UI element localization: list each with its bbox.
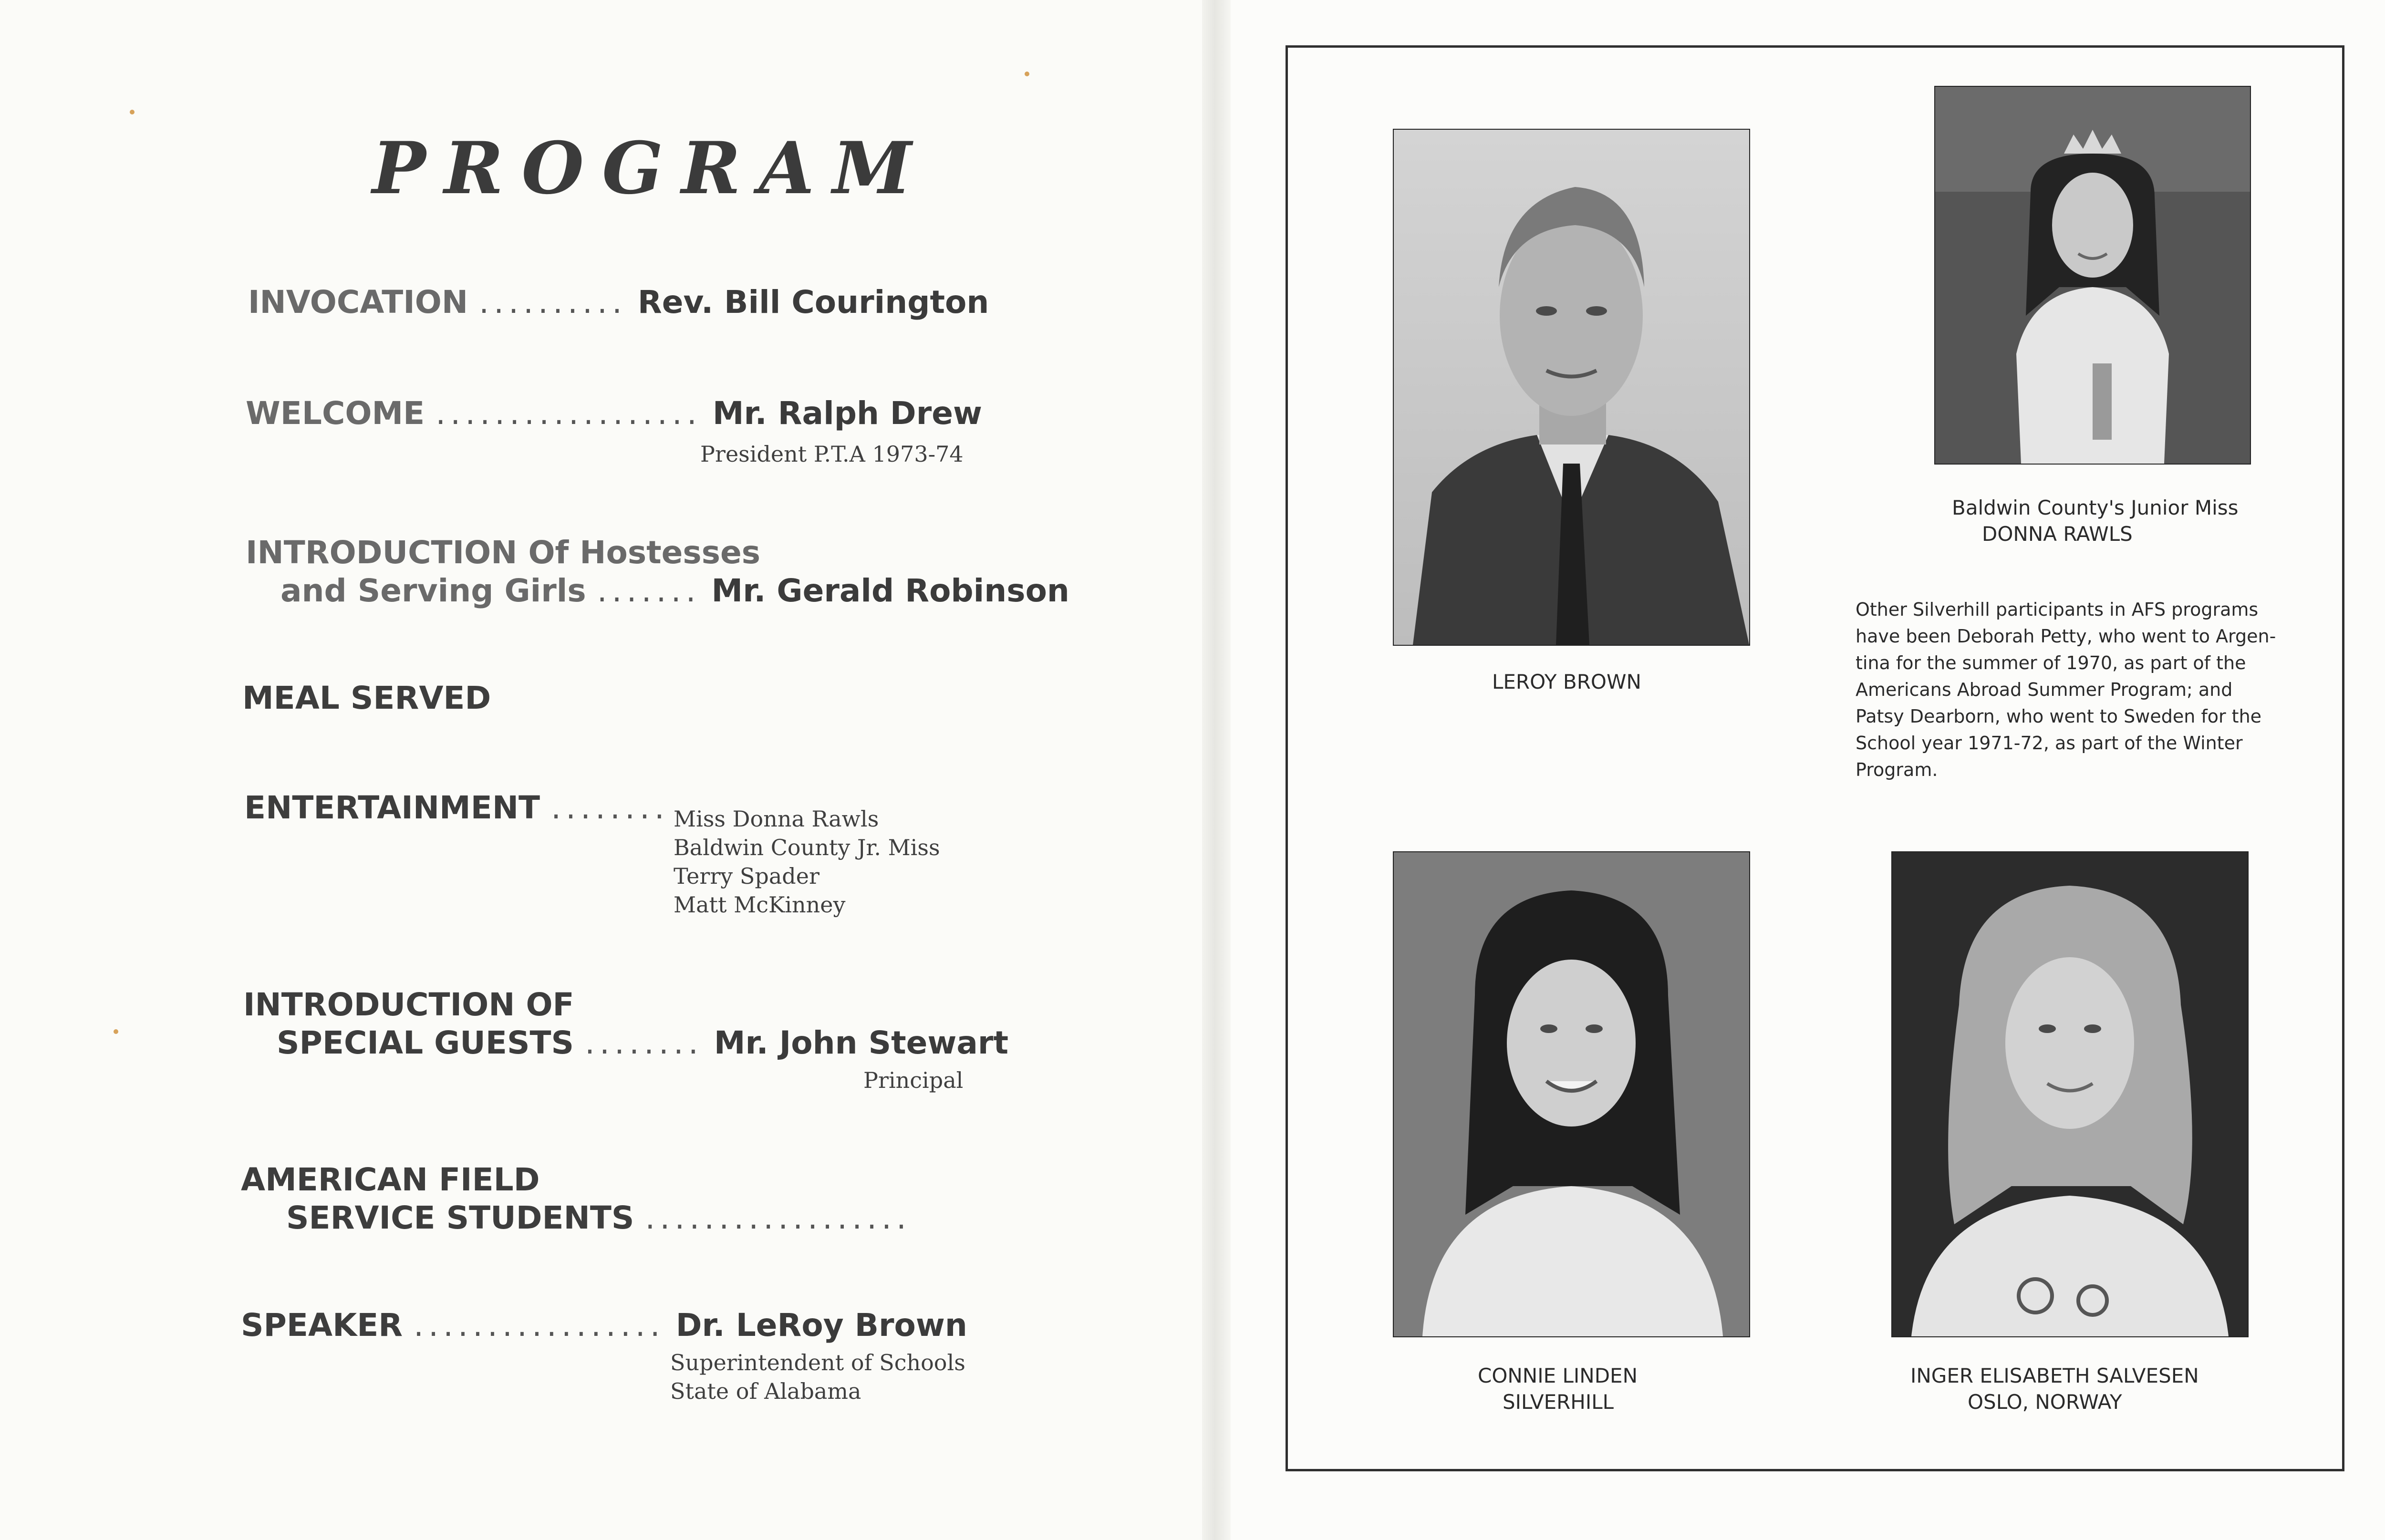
speaker-detail-line1: Superintendent of Schools	[670, 1350, 965, 1375]
paper-speck	[1025, 72, 1029, 76]
entertainment-performer: Baldwin County Jr. Miss	[674, 835, 940, 860]
meal-label: MEAL SERVED	[242, 680, 491, 716]
hostesses-label-line1: INTRODUCTION Of Hostesses	[246, 534, 761, 571]
entertainment-line	[244, 789, 669, 826]
connie-linden-caption-line1: CONNIE LINDEN	[1478, 1364, 1638, 1387]
paper-speck	[130, 110, 135, 114]
hostesses-line2	[280, 572, 1069, 609]
leroy-brown-caption: LEROY BROWN	[1492, 670, 1641, 693]
afs-note-line: have been Deborah Petty, who went to Argen-	[1856, 626, 2276, 647]
entertainment-dots: ........	[551, 789, 669, 826]
leroy-brown-photo	[1393, 129, 1750, 646]
speaker-name: Dr. LeRoy Brown	[675, 1307, 967, 1344]
guests-line2	[277, 1024, 1008, 1061]
guests-detail: Principal	[863, 1067, 964, 1093]
afs-note-line: Patsy Dearborn, who went to Sweden for the	[1856, 706, 2262, 727]
afs-participants-note	[1856, 596, 2299, 783]
inger-salvesen-caption-line2: OSLO, NORWAY	[1968, 1390, 2122, 1414]
guests-line1	[243, 986, 574, 1023]
connie-linden-photo	[1393, 851, 1750, 1337]
invocation-dots: ..........	[479, 284, 627, 320]
afs-line1	[241, 1161, 540, 1198]
welcome-name: Mr. Ralph Drew	[712, 395, 982, 432]
paper-speck	[114, 1029, 118, 1034]
inger-salvesen-caption-line1: INGER ELISABETH SALVESEN	[1910, 1364, 2199, 1387]
welcome-label: WELCOME	[246, 395, 425, 432]
inger-salvesen-photo	[1891, 851, 2249, 1337]
guests-dots: ........	[585, 1024, 703, 1061]
afs-note-line: tina for the summer of 1970, as part of the	[1856, 652, 2246, 673]
afs-line2	[286, 1199, 911, 1236]
guests-label-line2: SPECIAL GUESTS	[277, 1024, 574, 1061]
entertainment-performer: Miss Donna Rawls	[674, 806, 879, 832]
guests-label-line1: INTRODUCTION OF	[243, 986, 574, 1023]
entertainment-performer: Matt McKinney	[674, 892, 846, 918]
book-gutter	[1202, 0, 1231, 1540]
afs-note-line: Program.	[1856, 759, 1938, 780]
afs-note-line: Other Silverhill participants in AFS programs	[1856, 599, 2259, 620]
afs-label-line2: SERVICE STUDENTS	[286, 1199, 634, 1236]
invocation-name: Rev. Bill Courington	[637, 284, 989, 320]
connie-linden-caption-line2: SILVERHILL	[1503, 1390, 1614, 1414]
afs-note-line: School year 1971-72, as part of the Winter	[1856, 733, 2243, 754]
welcome-detail: President P.T.A 1973-74	[700, 441, 964, 467]
donna-rawls-photo	[1934, 86, 2251, 465]
speaker-label: SPEAKER	[241, 1307, 403, 1344]
afs-label-line1: AMERICAN FIELD	[241, 1161, 540, 1198]
afs-dots: ..................	[645, 1199, 912, 1236]
guests-name: Mr. John Stewart	[714, 1024, 1009, 1061]
afs-note-line: Americans Abroad Summer Program; and	[1856, 679, 2233, 700]
invocation-label: INVOCATION	[248, 284, 468, 320]
speaker-detail-line2: State of Alabama	[670, 1378, 861, 1404]
entertainment-performer: Terry Spader	[674, 863, 819, 889]
speaker-line	[241, 1307, 967, 1344]
program-title: PROGRAM	[372, 126, 930, 210]
entertainment-label: ENTERTAINMENT	[244, 789, 540, 826]
meal-line	[242, 680, 491, 716]
hostesses-label-line2: and Serving Girls	[280, 572, 586, 609]
hostesses-line1	[246, 534, 760, 571]
speaker-dots: .................	[414, 1307, 665, 1344]
welcome-dots: ..................	[436, 395, 702, 432]
hostesses-dots: .......	[597, 572, 701, 609]
hostesses-name: Mr. Gerald Robinson	[711, 572, 1069, 609]
welcome-line	[246, 395, 982, 432]
invocation-line	[248, 284, 989, 320]
donna-rawls-caption-line1: Baldwin County's Junior Miss	[1952, 496, 2239, 519]
donna-rawls-caption-line2: DONNA RAWLS	[1982, 522, 2133, 546]
